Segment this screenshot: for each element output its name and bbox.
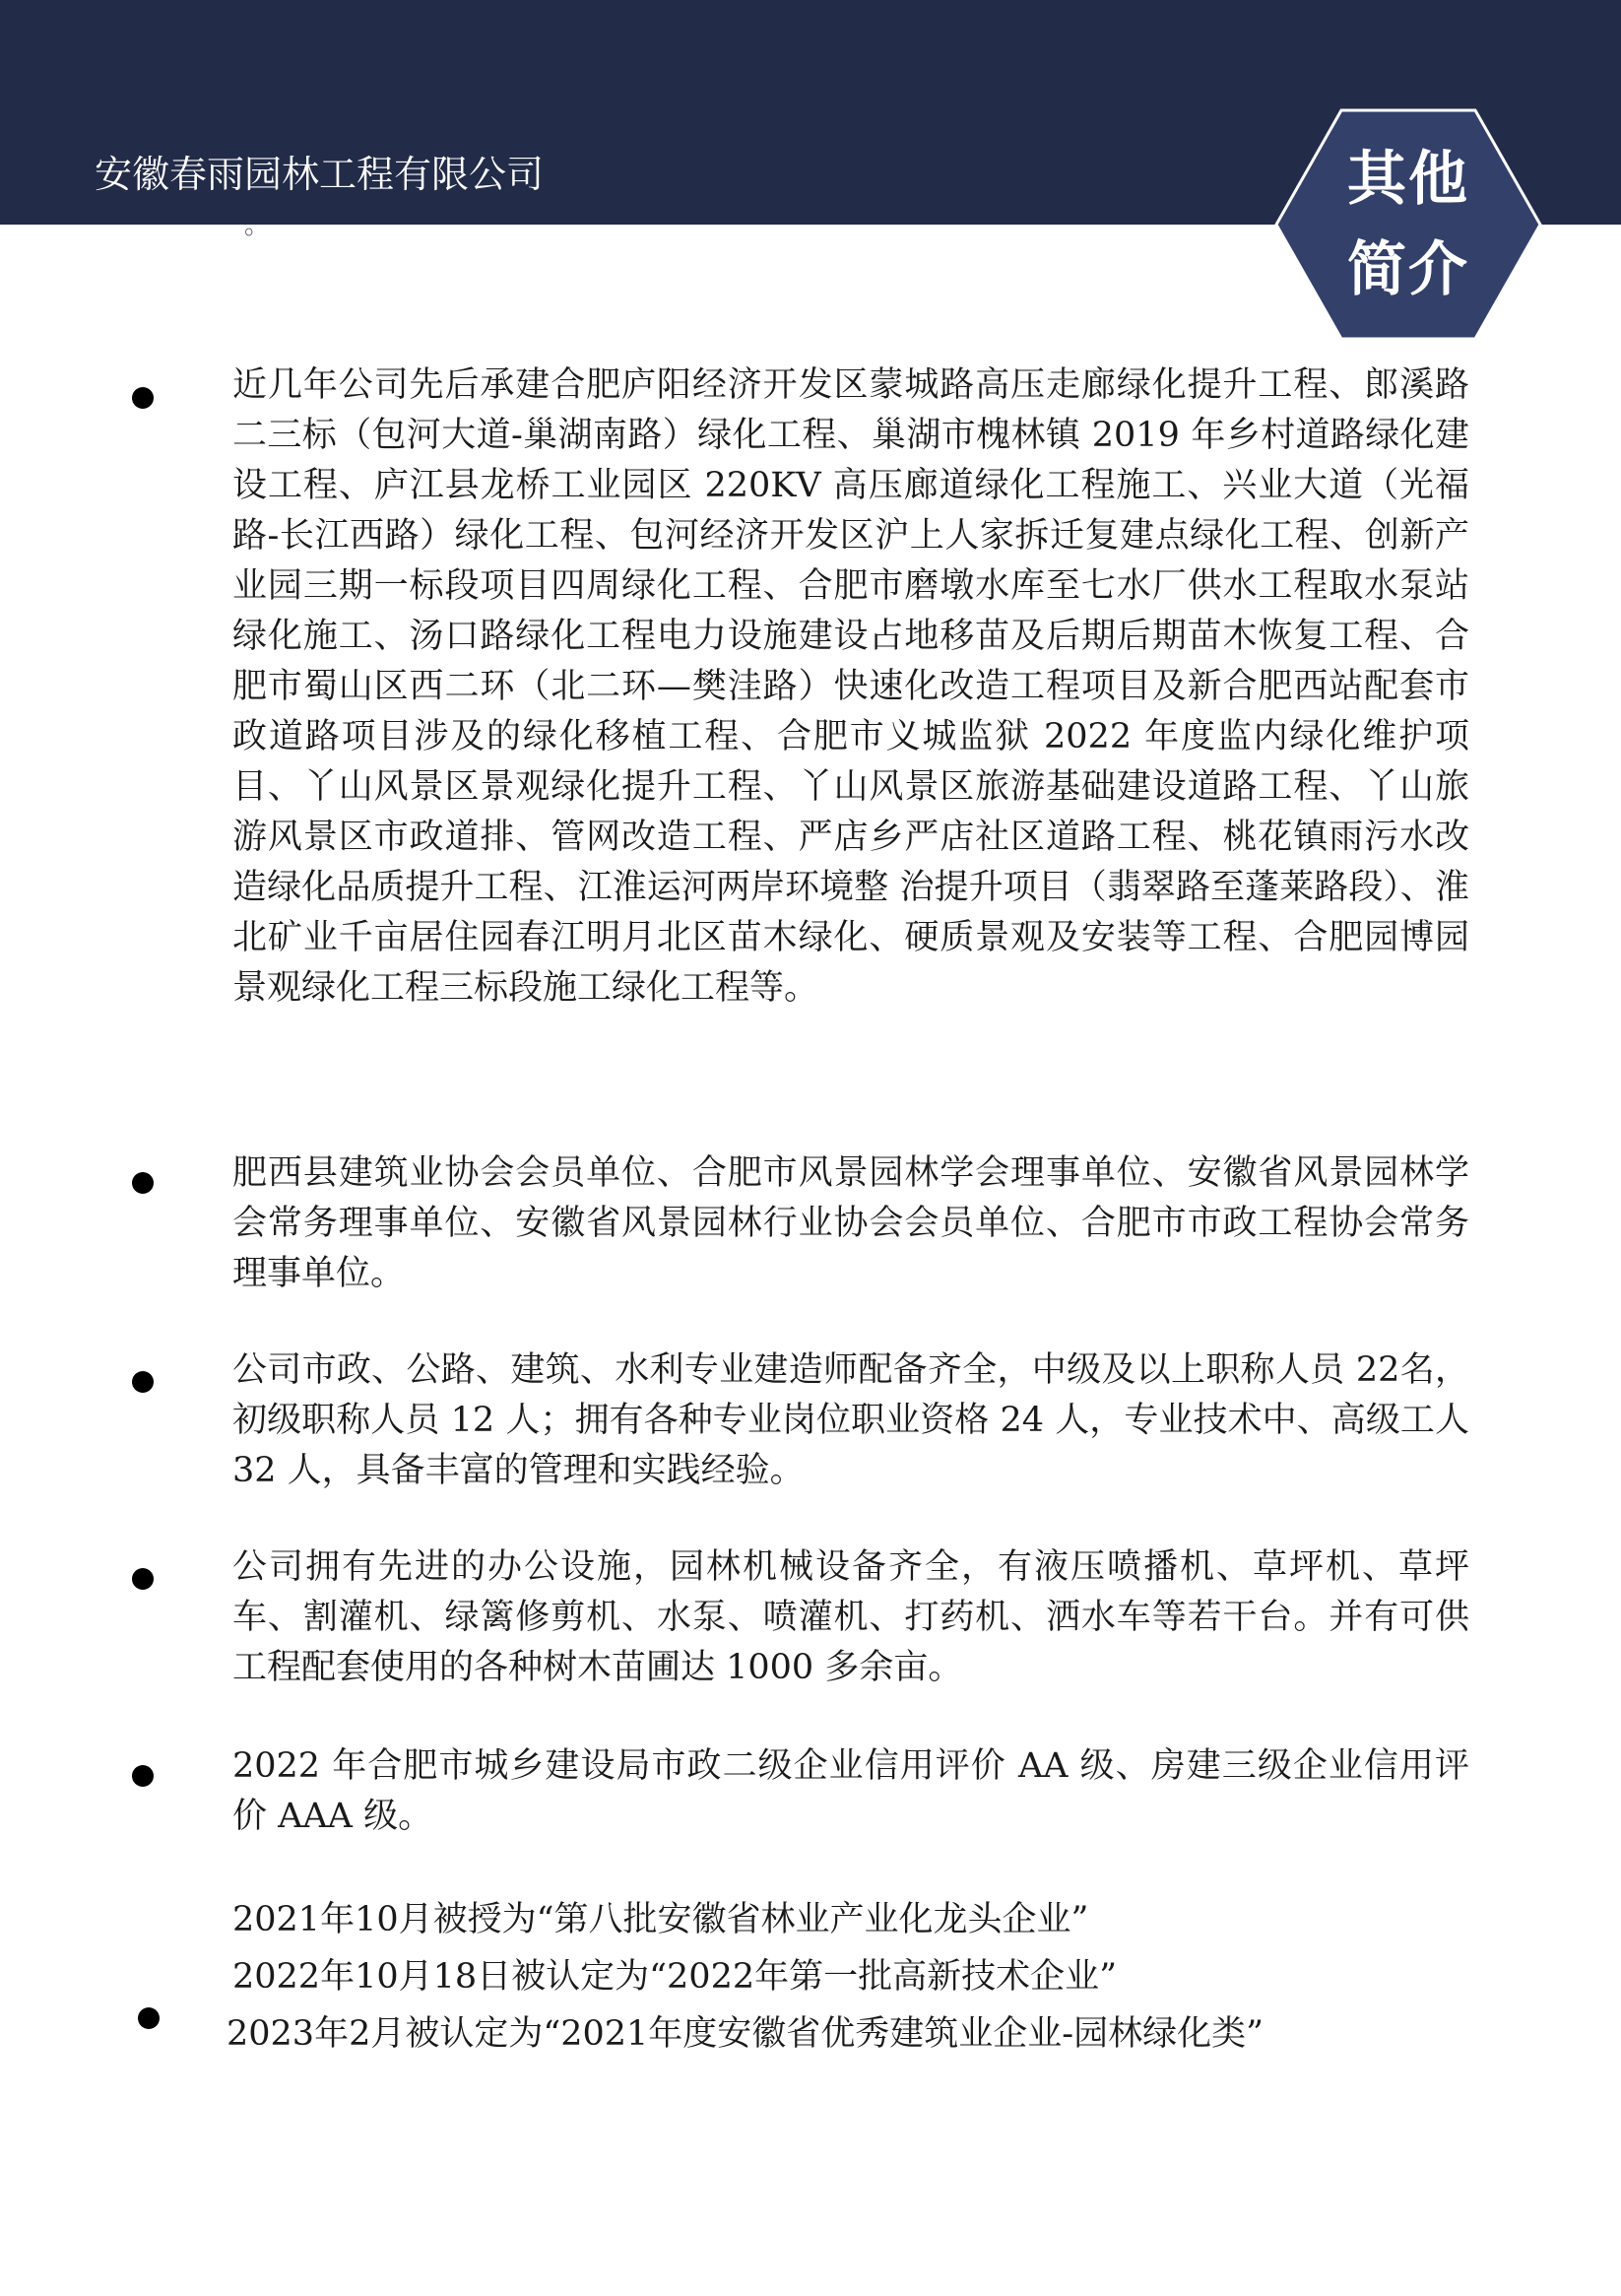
bullet-icon bbox=[132, 1371, 154, 1393]
bullet-icon bbox=[132, 1568, 154, 1590]
paragraph-staff: 公司市政、公路、建筑、水利专业建造师配备齐全，中级及以上职称人员 22名，初级职称人员 12 人；拥有各种专业岗位职业资格 24 人，专业技术中、高级工人 32 人，具备丰富的管理和实践经验。 bbox=[232, 1350, 1469, 1490]
bullet-icon bbox=[132, 1765, 154, 1787]
section-title-line2: 简介 bbox=[1347, 235, 1469, 304]
section-badge bbox=[1274, 108, 1542, 341]
section-title-line1: 其他 bbox=[1347, 145, 1469, 214]
bullet-icon bbox=[132, 387, 154, 409]
stray-punctuation: 。 bbox=[244, 211, 271, 240]
paragraph-projects: 近几年公司先后承建合肥庐阳经济开发区蒙城路高压走廊绿化提升工程、郎溪路二三标（包河大道-巢湖南路）绿化工程、巢湖市槐林镇 2019 年乡村道路绿化建设工程、庐江县龙桥工业园区 220KV 高压廊道绿化工程施工、兴业大道（光福路-长江西路）绿化工程、包河经济开发区沪上人家拆迁复建点绿化工程、创新产业园三期一标段项目四周绿化工程、合肥市磨墩水库至七水厂供水工程取水泵站绿化施工、汤口路绿化工程电力设施建设占地移苗及后期后期苗木恢复工程、合肥市蜀山区西二环（北二环—樊洼路）快速化改造工程项目及新合肥西站配套市政道路项目涉及的绿化移植工程、合肥市义城监狱 2022 年度监内绿化维护项目、丫山风景区景观绿化提升工程、丫山风景区旅游基础建设道路工程、丫山旅游风景区市政道排、管网改造工程、严店乡严店社区道路工程、桃花镇雨污水改造绿化品质提升工程、江淮运河两岸环境整 治提升项目（翡翠路至蓬莱路段）、淮北矿业千亩居住园春江明月北区苗木绿化、硬质景观及安装等工程、合肥园博园景观绿化工程三标段施工绿化工程等。 bbox=[232, 365, 1469, 1008]
company-name: 安徽春雨园林工程有限公司 bbox=[95, 153, 545, 196]
honor-line: 2023年2月被认定为“2021年度安徽省优秀建筑业企业-园林绿化类” bbox=[227, 2014, 1264, 2054]
honor-line: 2021年10月被授为“第八批安徽省林业产业化龙头企业” bbox=[232, 1900, 1089, 1939]
paragraph-credit: 2022 年合肥市城乡建设局市政二级企业信用评价 AA 级、房建三级企业信用评价 AAA 级。 bbox=[232, 1746, 1469, 1836]
bullet-icon bbox=[138, 2007, 160, 2029]
paragraph-memberships: 肥西县建筑业协会会员单位、合肥市风景园林学会理事单位、安徽省风景园林学会常务理事单位、安徽省风景园林行业协会会员单位、合肥市市政工程协会常务理事单位。 bbox=[232, 1153, 1469, 1293]
bullet-icon bbox=[132, 1172, 154, 1194]
honor-line: 2022年10月18日被认定为“2022年第一批高新技术企业” bbox=[232, 1957, 1118, 1997]
paragraph-equipment: 公司拥有先进的办公设施，园林机械设备齐全，有液压喷播机、草坪机、草坪车、割灌机、绿篱修剪机、水泵、喷灌机、打药机、洒水车等若干台。并有可供工程配套使用的各种树木苗圃达 1000 多余亩。 bbox=[232, 1547, 1469, 1687]
section-title bbox=[1274, 108, 1542, 341]
